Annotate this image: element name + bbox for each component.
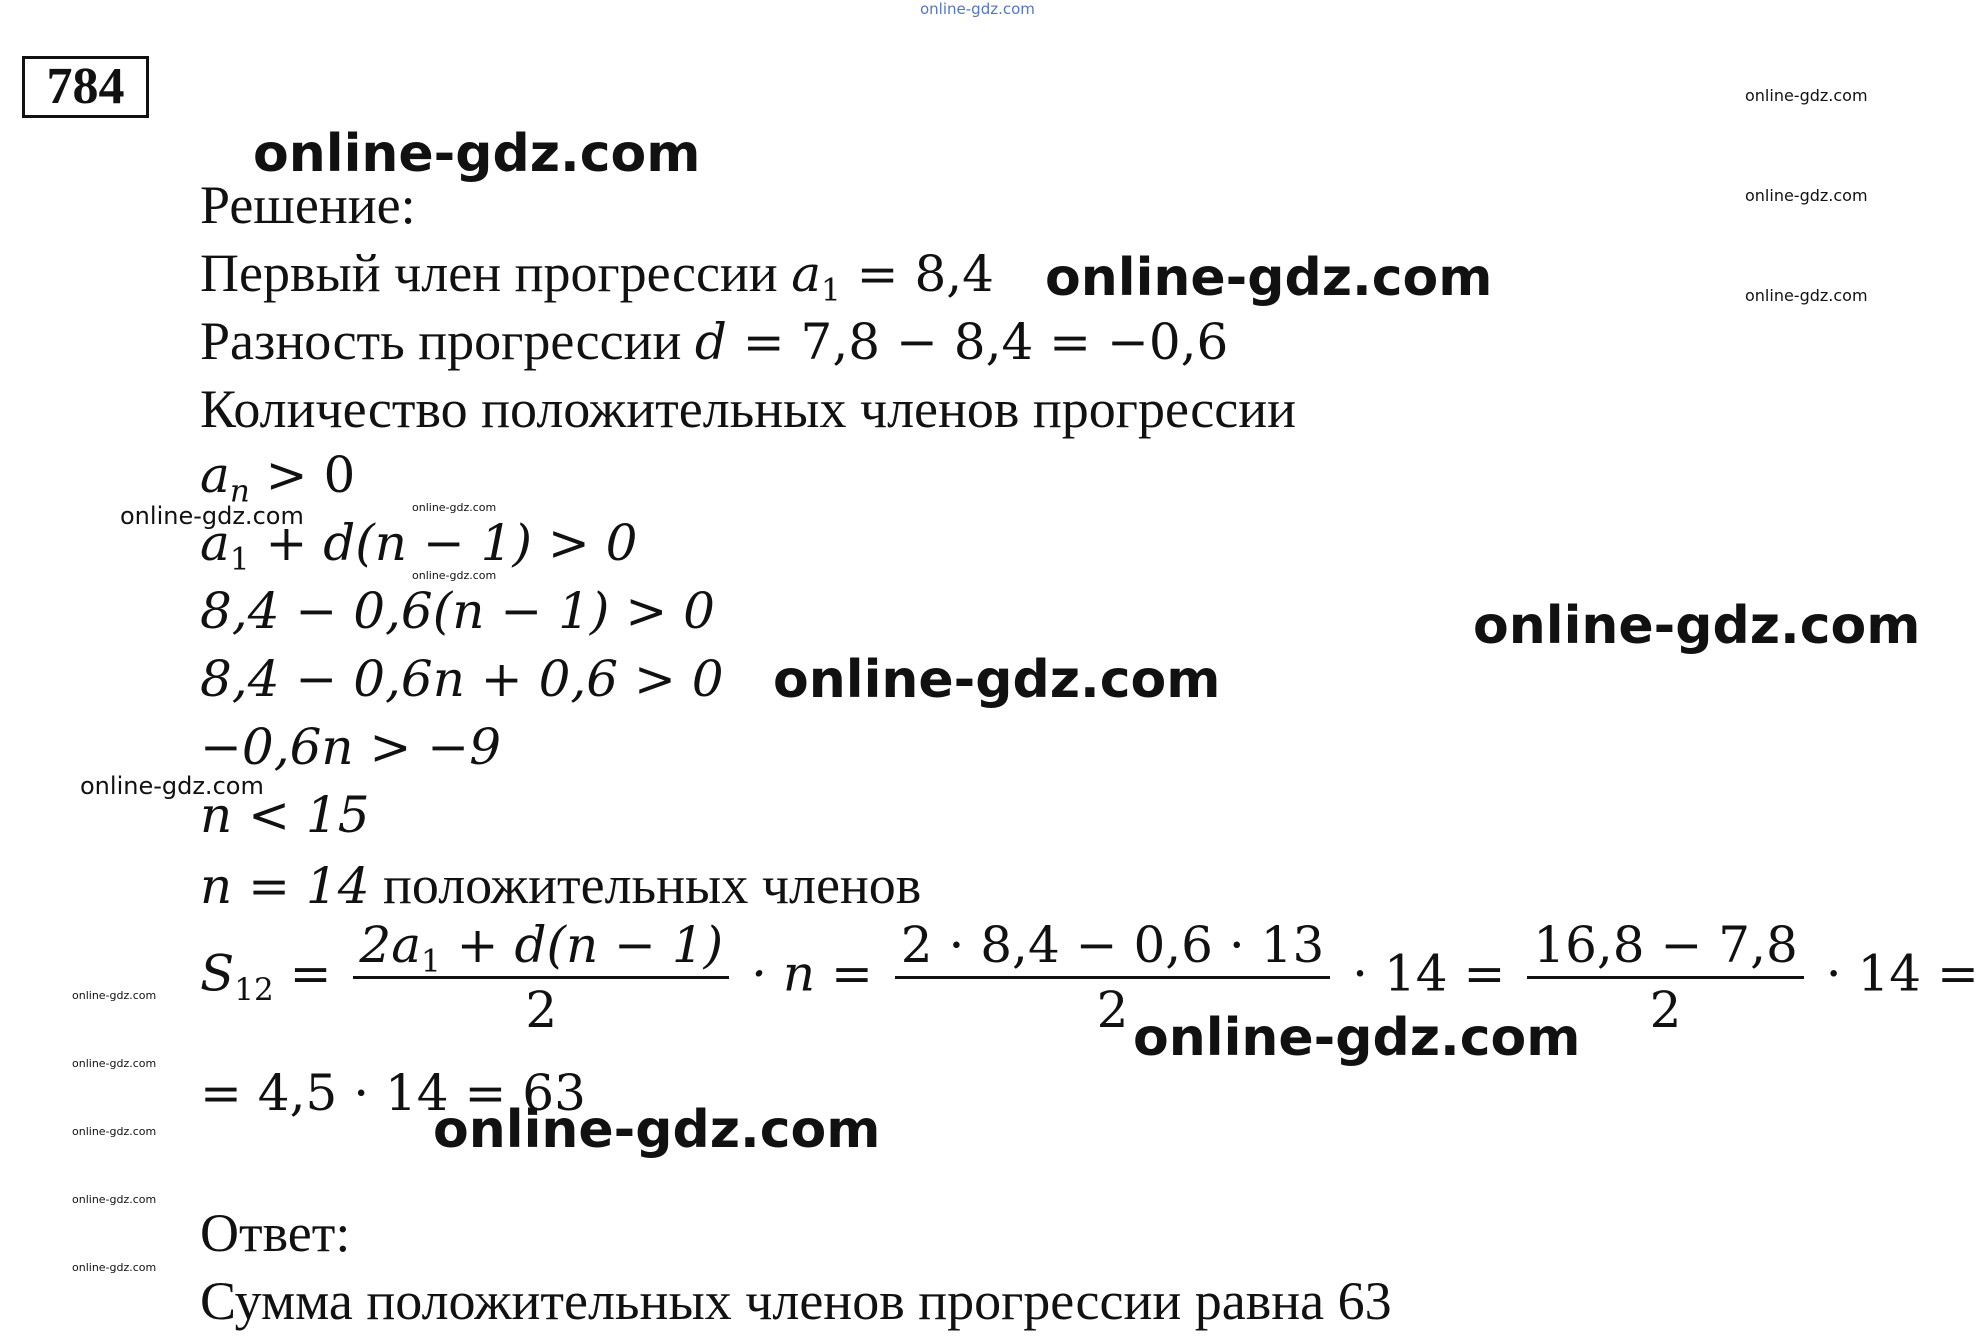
- fraction-general: $\frac{2a_1 + d(n - 1)}{2}$: [353, 920, 729, 1035]
- answer-text: Сумма положительных членов прогрессии равна 63: [200, 1271, 1392, 1331]
- watermark: online-gdz.com: [120, 502, 304, 530]
- result-n-line: [200, 855, 922, 915]
- fraction-simplified: $\frac{16,8 - 7,8}{2}$: [1527, 920, 1804, 1035]
- watermark: online-gdz.com: [72, 1057, 157, 1070]
- watermark: online-gdz.com: [773, 650, 1221, 710]
- result-n-label: положительных членов: [369, 855, 922, 915]
- watermark: online-gdz.com: [1045, 248, 1493, 308]
- fraction-substituted: $\frac{2 \cdot 8,4 - 0,6 \cdot 13}{2}$: [895, 920, 1331, 1035]
- difference-expr: d = 7,8 − 8,4 = −0,6: [694, 313, 1229, 371]
- sum-formula: $S_{12}$ = $\frac{2a_1 + d(n - 1)}{2}$ · n = $\frac{2 \cdot 8,4 - 0,6 \cdot 13}{2}$ · 14 = $\frac{16,8 - 7,8}{2}$ · 14 =: [200, 916, 1979, 1039]
- watermark: online-gdz.com: [72, 1261, 157, 1274]
- watermark: online-gdz.com: [80, 772, 264, 800]
- problem-number-box: 784: [22, 56, 149, 118]
- result-n-expr: n = 14: [200, 857, 370, 915]
- inequality-4: 8,4 − 0,6n + 0,6 > 0: [200, 650, 724, 708]
- inequality-3: 8,4 − 0,6(n − 1) > 0: [200, 582, 715, 640]
- watermark: online-gdz.com: [253, 124, 701, 184]
- difference-line: [200, 311, 1229, 371]
- first-term-label: Первый член прогрессии: [200, 243, 778, 303]
- first-term-line: [200, 243, 994, 309]
- inequality-6: n < 15: [200, 786, 370, 844]
- inequality-1: $a_n > 0$: [200, 446, 356, 510]
- watermark: online-gdz.com: [433, 1100, 881, 1160]
- sum-result: = 4,5 · 14 = 63: [200, 1064, 586, 1122]
- watermark: online-gdz.com: [1133, 1008, 1581, 1068]
- inequality-5: −0,6n > −9: [200, 718, 502, 776]
- count-label: Количество положительных членов прогрессии: [200, 379, 1297, 439]
- first-term-expr: $a_1 = 8,4$: [791, 245, 994, 309]
- watermark: online-gdz.com: [72, 1125, 157, 1138]
- watermark: online-gdz.com: [1745, 186, 1868, 205]
- solution-heading: Решение:: [200, 175, 416, 235]
- watermark: online-gdz.com: [1745, 286, 1868, 305]
- difference-label: Разность прогрессии: [200, 311, 682, 371]
- watermark: online-gdz.com: [72, 1193, 157, 1206]
- watermark: online-gdz.com: [412, 569, 497, 582]
- watermark: online-gdz.com: [1473, 596, 1921, 656]
- watermark: online-gdz.com: [72, 989, 157, 1002]
- watermark: online-gdz.com: [1745, 86, 1868, 105]
- watermark: online-gdz.com: [920, 0, 1035, 18]
- answer-heading: Ответ:: [200, 1203, 351, 1263]
- inequality-2: $a_1 + d(n - 1) > 0$: [200, 514, 638, 578]
- watermark: online-gdz.com: [412, 501, 497, 514]
